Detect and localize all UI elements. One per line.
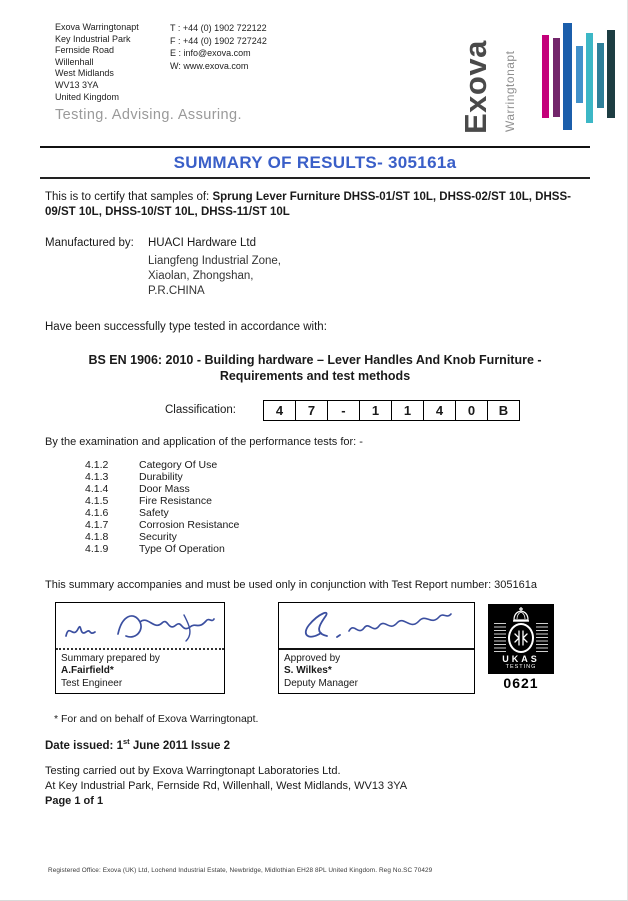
certify-paragraph	[40, 190, 590, 220]
clause-number: 4.1.9	[85, 542, 109, 555]
ukas-device	[494, 623, 548, 653]
classification-table	[263, 400, 520, 421]
page-indicator: Page 1 of 1	[45, 795, 104, 808]
address-line: West Midlands	[55, 68, 114, 79]
clause-number: 4.1.7	[85, 518, 109, 531]
classification-cell: 1	[391, 400, 423, 420]
clause-number: 4.1.4	[85, 482, 109, 495]
certify-prefix: This is to certify that samples of:	[45, 191, 213, 203]
ukas-wordmark: UKAS	[502, 653, 540, 664]
prepared-signature	[56, 603, 224, 650]
approved-by-name: S. Wilkes*	[284, 665, 332, 677]
address-line: Fernside Road	[55, 45, 115, 56]
manufacturer-address-line: Xiaolan, Zhongshan,	[148, 270, 254, 283]
hatch-lines-left	[494, 623, 506, 653]
exova-logo-bars	[542, 22, 615, 130]
approved-by-label: Approved by	[284, 652, 341, 664]
test-clause-list	[40, 459, 590, 555]
company-tagline: Testing. Advising. Assuring.	[55, 107, 242, 123]
classification-cell: 0	[455, 400, 487, 420]
address-line: WV13 3YA	[55, 79, 99, 90]
lab-address-line: At Key Industrial Park, Fernside Rd, Willenhall, West Midlands, WV13 3YA	[45, 780, 408, 793]
approved-signature	[279, 603, 474, 650]
clause-number: 4.1.8	[85, 530, 109, 543]
classification-cell: 7	[295, 400, 327, 420]
classification-label: Classification:	[165, 404, 236, 417]
type-tested-line: Have been successfully type tested in accordance with:	[45, 320, 327, 333]
prepared-caption	[56, 650, 224, 694]
manufacturer-address-line: P.R.CHINA	[148, 285, 205, 298]
clause-number: 4.1.2	[85, 458, 109, 471]
classification-cell: 4	[263, 400, 295, 420]
title-rule-bottom	[40, 177, 590, 179]
classification-row	[40, 400, 590, 421]
summary-title: SUMMARY OF RESULTS- 305161a	[173, 153, 457, 172]
warringtonapt-logo-text: Warringtonapt	[503, 50, 517, 132]
manufactured-by-label: Manufactured by:	[45, 237, 134, 249]
ukas-accreditation-mark	[486, 604, 556, 691]
prepared-by-role: Test Engineer	[61, 678, 123, 690]
letterhead-contact	[170, 22, 267, 72]
classification-cell: -	[327, 400, 359, 420]
test-clause-row	[40, 519, 590, 531]
logo-bar	[542, 35, 549, 118]
exova-logo-wordmark: Exova	[458, 40, 493, 134]
signature-wilkes	[279, 603, 474, 649]
test-clause-row	[40, 531, 590, 543]
test-clause-row	[40, 507, 590, 519]
manufactured-by-row	[40, 237, 590, 249]
test-clause-row	[40, 543, 590, 555]
logo-bar	[607, 30, 615, 118]
crown-icon	[511, 607, 531, 622]
performance-tests-intro: By the examination and application of the performance tests for: -	[45, 435, 363, 448]
standard-line1: BS EN 1906: 2010 - Building hardware – Lever Handles And Knob Furniture -	[88, 352, 542, 367]
prepared-by-box	[55, 602, 225, 694]
email-line: E : info@exova.com	[170, 48, 251, 59]
address-line: Key Industrial Park	[55, 33, 131, 44]
test-clause-row	[40, 471, 590, 483]
approved-by-role: Deputy Manager	[284, 678, 358, 690]
signature-fairfield	[56, 603, 224, 649]
ukas-testing-label: TESTING	[505, 663, 537, 670]
test-clause-row	[40, 483, 590, 495]
date-ordinal: st	[122, 736, 130, 746]
manufacturer-address-line: Liangfeng Industrial Zone,	[148, 255, 281, 267]
date-issued-rest: June 2011 Issue 2	[129, 739, 231, 752]
ukas-circle-emblem	[508, 623, 534, 653]
phone-line: T : +44 (0) 1902 722122	[170, 23, 267, 33]
letterhead-address	[55, 22, 139, 103]
test-clause-row	[40, 495, 590, 507]
report-conjunction-note: This summary accompanies and must be used only in conjunction with Test Report number: 305161a	[45, 578, 538, 591]
address-line: United Kingdom	[55, 91, 120, 102]
website-line: W: www.exova.com	[170, 60, 249, 71]
prepared-by-label: Summary prepared by	[61, 652, 160, 664]
address-line: Exova Warringtonapt	[55, 22, 139, 32]
behalf-footnote: * For and on behalf of Exova Warringtonapt.	[54, 712, 259, 725]
clause-name: Fire Resistance	[139, 494, 212, 507]
fax-line: F : +44 (0) 1902 727242	[170, 35, 267, 46]
hatch-lines-right	[536, 623, 548, 653]
date-issued-label: Date issued:	[45, 739, 117, 752]
signature-section	[40, 602, 590, 700]
approved-by-box	[278, 602, 475, 694]
manufacturer-address	[148, 254, 590, 300]
clause-name: Category Of Use	[139, 458, 218, 471]
registered-office-line: Registered Office: Exova (UK) Ltd, Lochend Industrial Estate, Newbridge, Midlothian EH28 8PL United Kingdom. Reg No.SC 70429	[48, 867, 433, 874]
clause-name: Security	[139, 530, 177, 543]
standard-line2: Requirements and test methods	[219, 369, 411, 384]
testing-carried-out-block	[40, 764, 590, 809]
clause-name: Durability	[139, 470, 183, 483]
test-clause-row	[40, 459, 590, 471]
clause-number: 4.1.5	[85, 494, 109, 507]
date-issued-line	[40, 737, 590, 752]
clause-name: Corrosion Resistance	[139, 518, 240, 531]
ukas-emblem-marks	[512, 628, 530, 648]
logo-bar	[586, 33, 593, 123]
clause-name: Safety	[139, 506, 169, 519]
date-issued-day: 1	[116, 739, 123, 752]
ukas-accreditation-number: 0621	[503, 674, 539, 691]
classification-cell: B	[487, 400, 519, 420]
logo-bar	[553, 38, 560, 117]
approved-caption	[279, 650, 474, 694]
standard-heading	[40, 352, 590, 385]
ukas-logo	[488, 604, 554, 674]
document-body	[40, 146, 590, 809]
clause-name: Door Mass	[139, 482, 190, 495]
clause-number: 4.1.6	[85, 506, 109, 519]
logo-bar	[597, 43, 604, 108]
carried-out-line: Testing carried out by Exova Warringtonapt Laboratories Ltd.	[45, 765, 341, 778]
prepared-by-name: A.Fairfield*	[61, 665, 114, 677]
classification-cell: 4	[423, 400, 455, 420]
logo-bar	[563, 23, 572, 130]
address-line: Willenhall	[55, 56, 94, 67]
manufacturer-name: HUACI Hardware Ltd	[148, 237, 257, 249]
clause-name: Type Of Operation	[139, 542, 225, 555]
sample-names: Sprung Lever Furniture DHSS-01/ST 10L, DHSS-02/ST 10L, DHSS-09/ST 10L, DHSS-10/ST 10L, DHSS-11/ST 10L	[45, 191, 571, 218]
classification-cell: 1	[359, 400, 391, 420]
logo-bar	[576, 46, 583, 103]
clause-number: 4.1.3	[85, 470, 109, 483]
